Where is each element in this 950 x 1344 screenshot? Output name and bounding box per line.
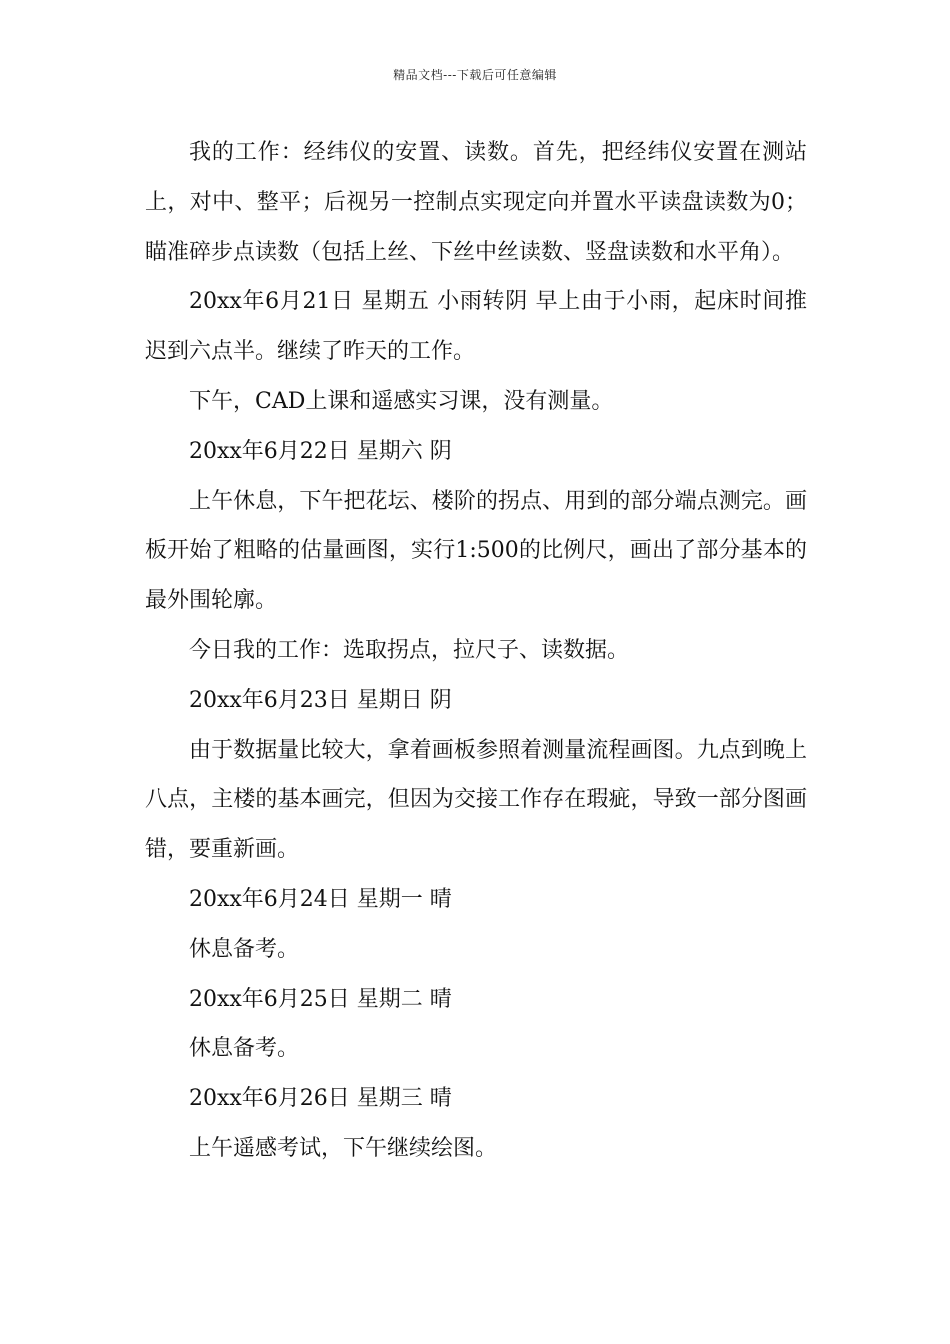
page-header: 精品文档---下载后可任意编辑	[393, 68, 557, 82]
paragraph-june-23-work: 由于数据量比较大，拿着画板参照着测量流程画图。九点到晚上八点，主楼的基本画完，但因为交接工作存在瑕疵，导致一部分图画错，要重新画。	[145, 737, 807, 863]
paragraph-work-description: 我的工作：经纬仪的安置、读数。首先，把经纬仪安置在测站上，对中、整平；后视另一控制点实现定向并置水平读盘读数为0；瞄准碎步点读数（包括上丝、下丝中丝读数、竖盘读数和水平角）。	[145, 140, 807, 265]
paragraph-june-22-work: 上午休息，下午把花坛、楼阶的拐点、用到的部分端点测完。画板开始了粗略的估量画图，实行1:500的比例尺，画出了部分基本的最外围轮廓。	[145, 488, 807, 614]
paragraph-today-work: 今日我的工作：选取拐点，拉尺子、读数据。	[189, 637, 630, 663]
paragraph-june-23-date: 20xx年6月23日 星期日 阴	[189, 687, 452, 713]
paragraph-june-26-date: 20xx年6月26日 星期三 晴	[189, 1086, 452, 1112]
paragraph-afternoon-cad: 下午，CAD上课和遥感实习课，没有测量。	[189, 388, 614, 414]
paragraph-june-24-date: 20xx年6月24日 星期一 晴	[189, 886, 452, 912]
paragraph-june-21: 20xx年6月21日 星期五 小雨转阴 早上由于小雨，起床时间推迟到六点半。继续了昨天的工作。	[145, 289, 807, 365]
paragraph-june-26-work: 上午遥感考试，下午继续绘图。	[189, 1135, 498, 1161]
paragraph-june-25-date: 20xx年6月25日 星期二 晴	[189, 986, 452, 1012]
paragraph-june-25-rest: 休息备考。	[189, 1036, 300, 1062]
paragraph-june-24-rest: 休息备考。	[189, 936, 300, 962]
paragraph-june-22-date: 20xx年6月22日 星期六 阴	[189, 438, 452, 464]
document-body	[145, 128, 807, 1174]
